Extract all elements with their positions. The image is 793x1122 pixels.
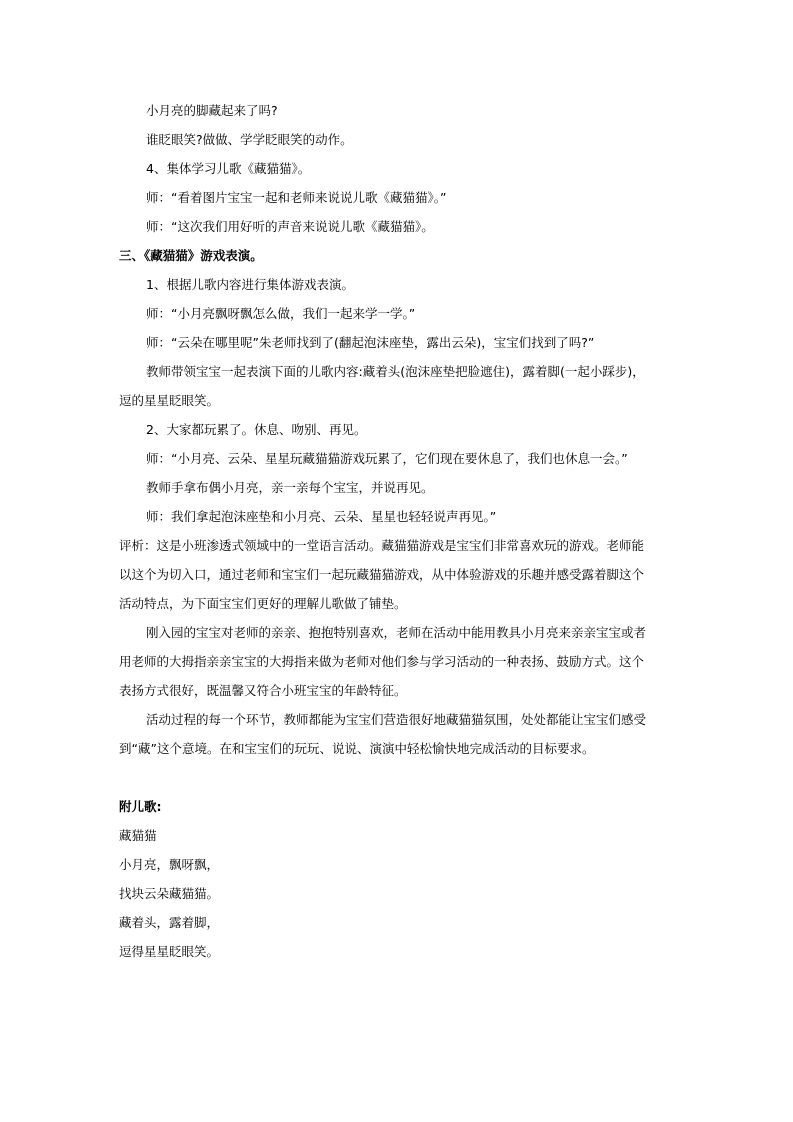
paragraph-line: 表扬方式很好，既温馨又符合小班宝宝的年龄特征。 bbox=[119, 683, 407, 698]
poem-line: 逗得星星眨眼笑。 bbox=[119, 944, 220, 959]
section-heading: 三、《藏猫猫》游戏表演。 bbox=[119, 248, 263, 263]
paragraph-line: 师：“小月亮、云朵、星星玩藏猫猫游戏玩累了，它们现在要休息了，我们也休息一会。” bbox=[146, 451, 628, 466]
paragraph-line: 教师手拿布偶小月亮，亲一亲每个宝宝，并说再见。 bbox=[146, 480, 434, 495]
paragraph-line: 教师带领宝宝一起表演下面的儿歌内容:藏着头(泡沫座垫把脸遮住)，露着脚(一起小踩步)， bbox=[146, 364, 645, 379]
paragraph-line: 用老师的大拇指亲亲宝宝的大拇指来做为老师对他们参与学习活动的一种表扬、鼓励方式。这个 bbox=[119, 654, 645, 669]
paragraph-line: 师：“云朵在哪里呢”朱老师找到了(翻起泡沫座垫，露出云朵)，宝宝们找到了吗?” bbox=[146, 335, 595, 350]
paragraph-line: 到“藏”这个意境。在和宝宝们的玩玩、说说、演演中轻松愉快地完成活动的目标要求。 bbox=[119, 741, 595, 756]
paragraph-line: 师：我们拿起泡沫座垫和小月亮、云朵、星星也轻轻说声再见。” bbox=[146, 509, 497, 524]
paragraph-line: 4、集体学习儿歌《藏猫猫》。 bbox=[146, 161, 311, 176]
paragraph-line: 师：“这次我们用好听的声音来说说儿歌《藏猫猫》。 bbox=[146, 219, 434, 234]
paragraph-line: 逗的星星眨眼笑。 bbox=[119, 393, 220, 408]
paragraph-line: 活动特点，为下面宝宝们更好的理解儿歌做了铺垫。 bbox=[119, 596, 407, 611]
poem-title: 藏猫猫 bbox=[119, 828, 157, 843]
appendix-heading: 附儿歌: bbox=[119, 799, 162, 814]
paragraph-line: 评析：这是小班渗透式领域中的一堂语言活动。藏猫猫游戏是宝宝们非常喜欢玩的游戏。老师能 bbox=[119, 538, 645, 553]
paragraph-line: 活动过程的每一个环节，教师都能为宝宝们营造很好地藏猫猫氛围，处处都能让宝宝们感受 bbox=[146, 712, 647, 727]
poem-line: 找块云朵藏猫猫。 bbox=[119, 886, 220, 901]
paragraph-line: 2、大家都玩累了。休息、吻别、再见。 bbox=[146, 422, 367, 437]
paragraph-line: 刚入园的宝宝对老师的亲亲、抱抱特别喜欢，老师在活动中能用教具小月亮来亲亲宝宝或者 bbox=[146, 625, 647, 640]
paragraph-line: 1、根据儿歌内容进行集体游戏表演。 bbox=[146, 277, 354, 292]
paragraph-line: 以这个为切入口，通过老师和宝宝们一起玩藏猫猫游戏，从中体验游戏的乐趣并感受露着脚这个 bbox=[119, 567, 645, 582]
paragraph-line: 师：“看着图片宝宝一起和老师来说说儿歌《藏猫猫》。” bbox=[146, 190, 447, 205]
paragraph-line: 师：“小月亮飘呀飘怎么做，我们一起来学一学。” bbox=[146, 306, 416, 321]
poem-line: 小月亮，飘呀飘， bbox=[119, 857, 220, 872]
poem-line: 藏着头，露着脚， bbox=[119, 915, 220, 930]
paragraph-line: 小月亮的脚藏起来了吗? bbox=[146, 103, 278, 118]
paragraph-line: 谁眨眼笑?做做、学学眨眼笑的动作。 bbox=[146, 132, 353, 147]
